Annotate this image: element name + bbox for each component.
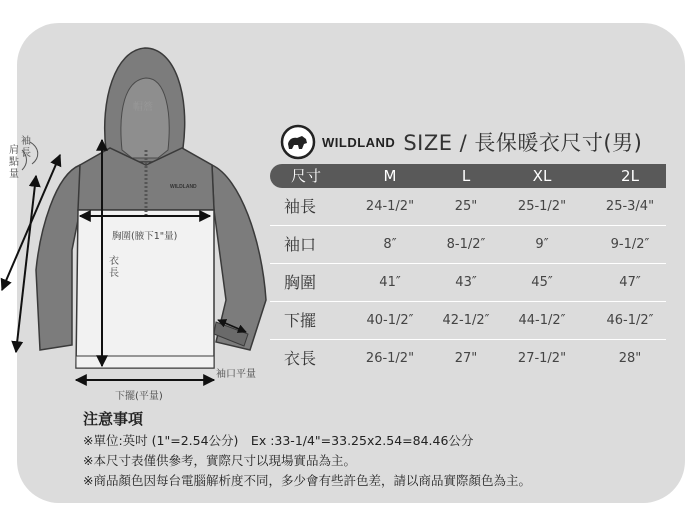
chart-title: SIZE / 長保暖衣尺寸(男) <box>403 131 643 155</box>
hood-opening <box>121 78 169 158</box>
note-item: ※本尺寸表僅供參考，實際尺寸以現場實品為主。 <box>83 453 356 468</box>
table-cell: 28" <box>618 351 642 366</box>
table-cell: 26-1/2" <box>365 351 415 366</box>
table-cell: 27" <box>454 351 478 366</box>
header-size-xl: XL <box>532 167 552 185</box>
table-cell: 40-1/2″ <box>366 313 414 328</box>
row-label: 袖長 <box>284 197 317 216</box>
table-cell: 25-1/2" <box>517 199 567 214</box>
dog-logo-icon <box>280 124 316 160</box>
note-item: ※單位:英吋 (1"=2.54公分) Ex :33-1/4"=33.25x2.54=84.46公分 <box>83 433 474 448</box>
shoulder-point-label: 肩點量 <box>9 145 19 180</box>
right-sleeve <box>212 165 266 350</box>
hem-band <box>76 356 214 368</box>
table-cell: 8″ <box>383 237 397 252</box>
cuff-label: 袖口平量 <box>216 369 256 380</box>
table-header <box>270 164 666 188</box>
hood-label: 帽簷 <box>133 102 153 113</box>
body-length-label: 衣長 <box>109 256 119 279</box>
table-row <box>270 340 666 377</box>
table-cell: 46-1/2″ <box>606 313 654 328</box>
table-cell: 43″ <box>455 275 477 290</box>
table-cell: 9-1/2″ <box>610 237 650 252</box>
table-row <box>270 226 666 264</box>
table-cell: 25" <box>454 199 478 214</box>
table-cell: 25-3/4" <box>605 199 655 214</box>
table-cell: 44-1/2″ <box>518 313 566 328</box>
table-row <box>270 302 666 340</box>
left-sleeve <box>36 165 80 350</box>
table-row <box>270 264 666 302</box>
table-cell: 42-1/2″ <box>442 313 490 328</box>
chest-label: 胸圍(腋下1"量) <box>112 231 178 242</box>
hem-label: 下擺(平量) <box>115 391 163 402</box>
table-row <box>270 188 666 226</box>
table-cell: 24-1/2" <box>365 199 415 214</box>
header-size-l: L <box>461 167 471 185</box>
size-table <box>270 164 666 377</box>
table-cell: 45″ <box>531 275 553 290</box>
table-cell: 27-1/2" <box>517 351 567 366</box>
notes-section <box>83 408 531 491</box>
sleeve-length-arrow-2 <box>16 176 36 352</box>
table-cell: 47″ <box>619 275 641 290</box>
row-label: 袖口 <box>284 235 317 254</box>
brand-header <box>280 124 642 160</box>
chest-logo: WILDLAND <box>170 184 197 190</box>
note-item: ※商品顏色因每台電腦解析度不同，多少會有些許色差，請以商品實際顏色為主。 <box>83 473 531 488</box>
brand-name: WILDLAND <box>322 134 396 150</box>
header-size-m: M <box>383 167 397 185</box>
notes-title: 注意事項 <box>83 410 144 428</box>
header-size-2l: 2L <box>621 167 639 185</box>
row-label: 下擺 <box>284 311 317 330</box>
row-label: 衣長 <box>284 349 317 368</box>
table-cell: 41″ <box>379 275 401 290</box>
table-cell: 9″ <box>535 237 549 252</box>
sleeve-length-label: 袖長 <box>21 136 31 159</box>
table-cell: 8-1/2″ <box>446 237 486 252</box>
header-corner: 尺寸 <box>290 167 321 185</box>
row-label: 胸圍 <box>284 273 317 292</box>
